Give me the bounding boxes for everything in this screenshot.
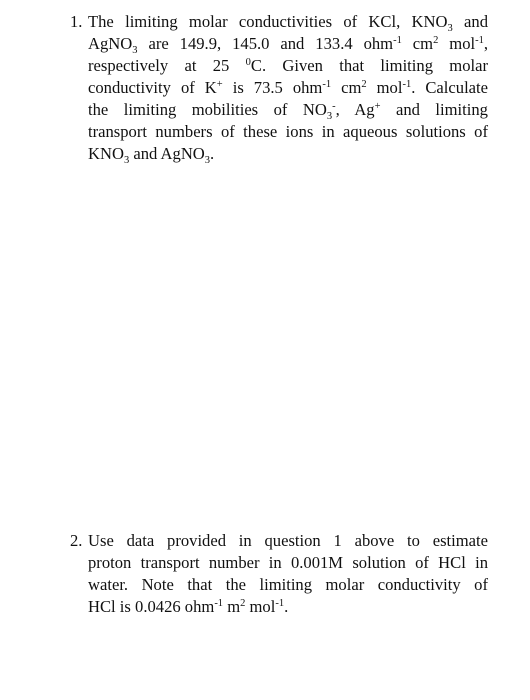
text-run: . Calculate xyxy=(411,78,489,97)
text-run: and xyxy=(452,12,489,31)
text-run: proton transport number in 0.001M solution of HCl in xyxy=(88,553,488,572)
text-run: mol xyxy=(366,78,403,97)
text-run: transport numbers of these ions in aqueous solutions of xyxy=(88,122,488,141)
superscript: + xyxy=(374,101,381,113)
question-2-line xyxy=(70,596,488,618)
text-run: . xyxy=(210,144,215,163)
superscript: -1 xyxy=(214,598,224,610)
text-run: cm xyxy=(331,78,362,97)
question-1-line xyxy=(70,11,488,33)
text-run: KNO xyxy=(88,144,124,163)
text-run: C. Given that limiting molar xyxy=(250,56,488,75)
question-2-line xyxy=(70,552,488,574)
question-2-line xyxy=(70,574,488,596)
question-number: 1. xyxy=(70,12,83,31)
text-run: The limiting molar conductivities of KCl, KNO xyxy=(88,12,448,31)
text-run: AgNO xyxy=(88,34,133,53)
text-run: Use data provided in question 1 above to estimate xyxy=(88,531,488,550)
question-1-line xyxy=(70,33,488,55)
superscript: 2 xyxy=(240,598,246,610)
subscript: 3 xyxy=(326,110,333,122)
text-run: , xyxy=(483,34,489,53)
superscript: 2 xyxy=(361,79,367,91)
text-run: , Ag xyxy=(335,100,375,119)
superscript: + xyxy=(216,79,223,91)
superscript: - xyxy=(332,101,336,113)
text-run: mol xyxy=(245,597,276,616)
superscript: -1 xyxy=(322,79,332,91)
question-1-line xyxy=(70,143,488,165)
text-run: the limiting mobilities of NO xyxy=(88,100,327,119)
text-run: mol xyxy=(438,34,476,53)
text-run: m xyxy=(223,597,241,616)
superscript: -1 xyxy=(475,35,484,47)
superscript: -1 xyxy=(275,598,285,610)
question-1-line xyxy=(70,77,488,99)
superscript: -1 xyxy=(393,35,402,47)
question-1 xyxy=(70,11,488,165)
text-run: is 73.5 ohm xyxy=(222,78,323,97)
subscript: 3 xyxy=(204,154,211,166)
text-run: water. Note that the limiting molar conductivity of xyxy=(88,575,488,594)
question-1-line xyxy=(70,55,488,77)
text-run: and limiting xyxy=(380,100,488,119)
text-run: cm xyxy=(401,34,434,53)
text-run: HCl is 0.0426 ohm xyxy=(88,597,215,616)
text-run: conductivity of K xyxy=(88,78,217,97)
subscript: 3 xyxy=(132,44,138,56)
subscript: 3 xyxy=(123,154,130,166)
question-1-line xyxy=(70,121,488,143)
text-run: . xyxy=(284,597,289,616)
question-2-line xyxy=(70,530,488,552)
text-run: respectively at 25 xyxy=(88,56,246,75)
superscript: 2 xyxy=(433,35,439,47)
text-run: and AgNO xyxy=(129,144,205,163)
question-1-line xyxy=(70,99,488,121)
subscript: 3 xyxy=(447,22,453,34)
superscript: -1 xyxy=(402,79,412,91)
question-number: 2. xyxy=(70,531,83,550)
text-run: are 149.9, 145.0 and 133.4 ohm xyxy=(137,34,394,53)
question-2 xyxy=(70,530,488,618)
superscript: 0 xyxy=(245,57,251,69)
